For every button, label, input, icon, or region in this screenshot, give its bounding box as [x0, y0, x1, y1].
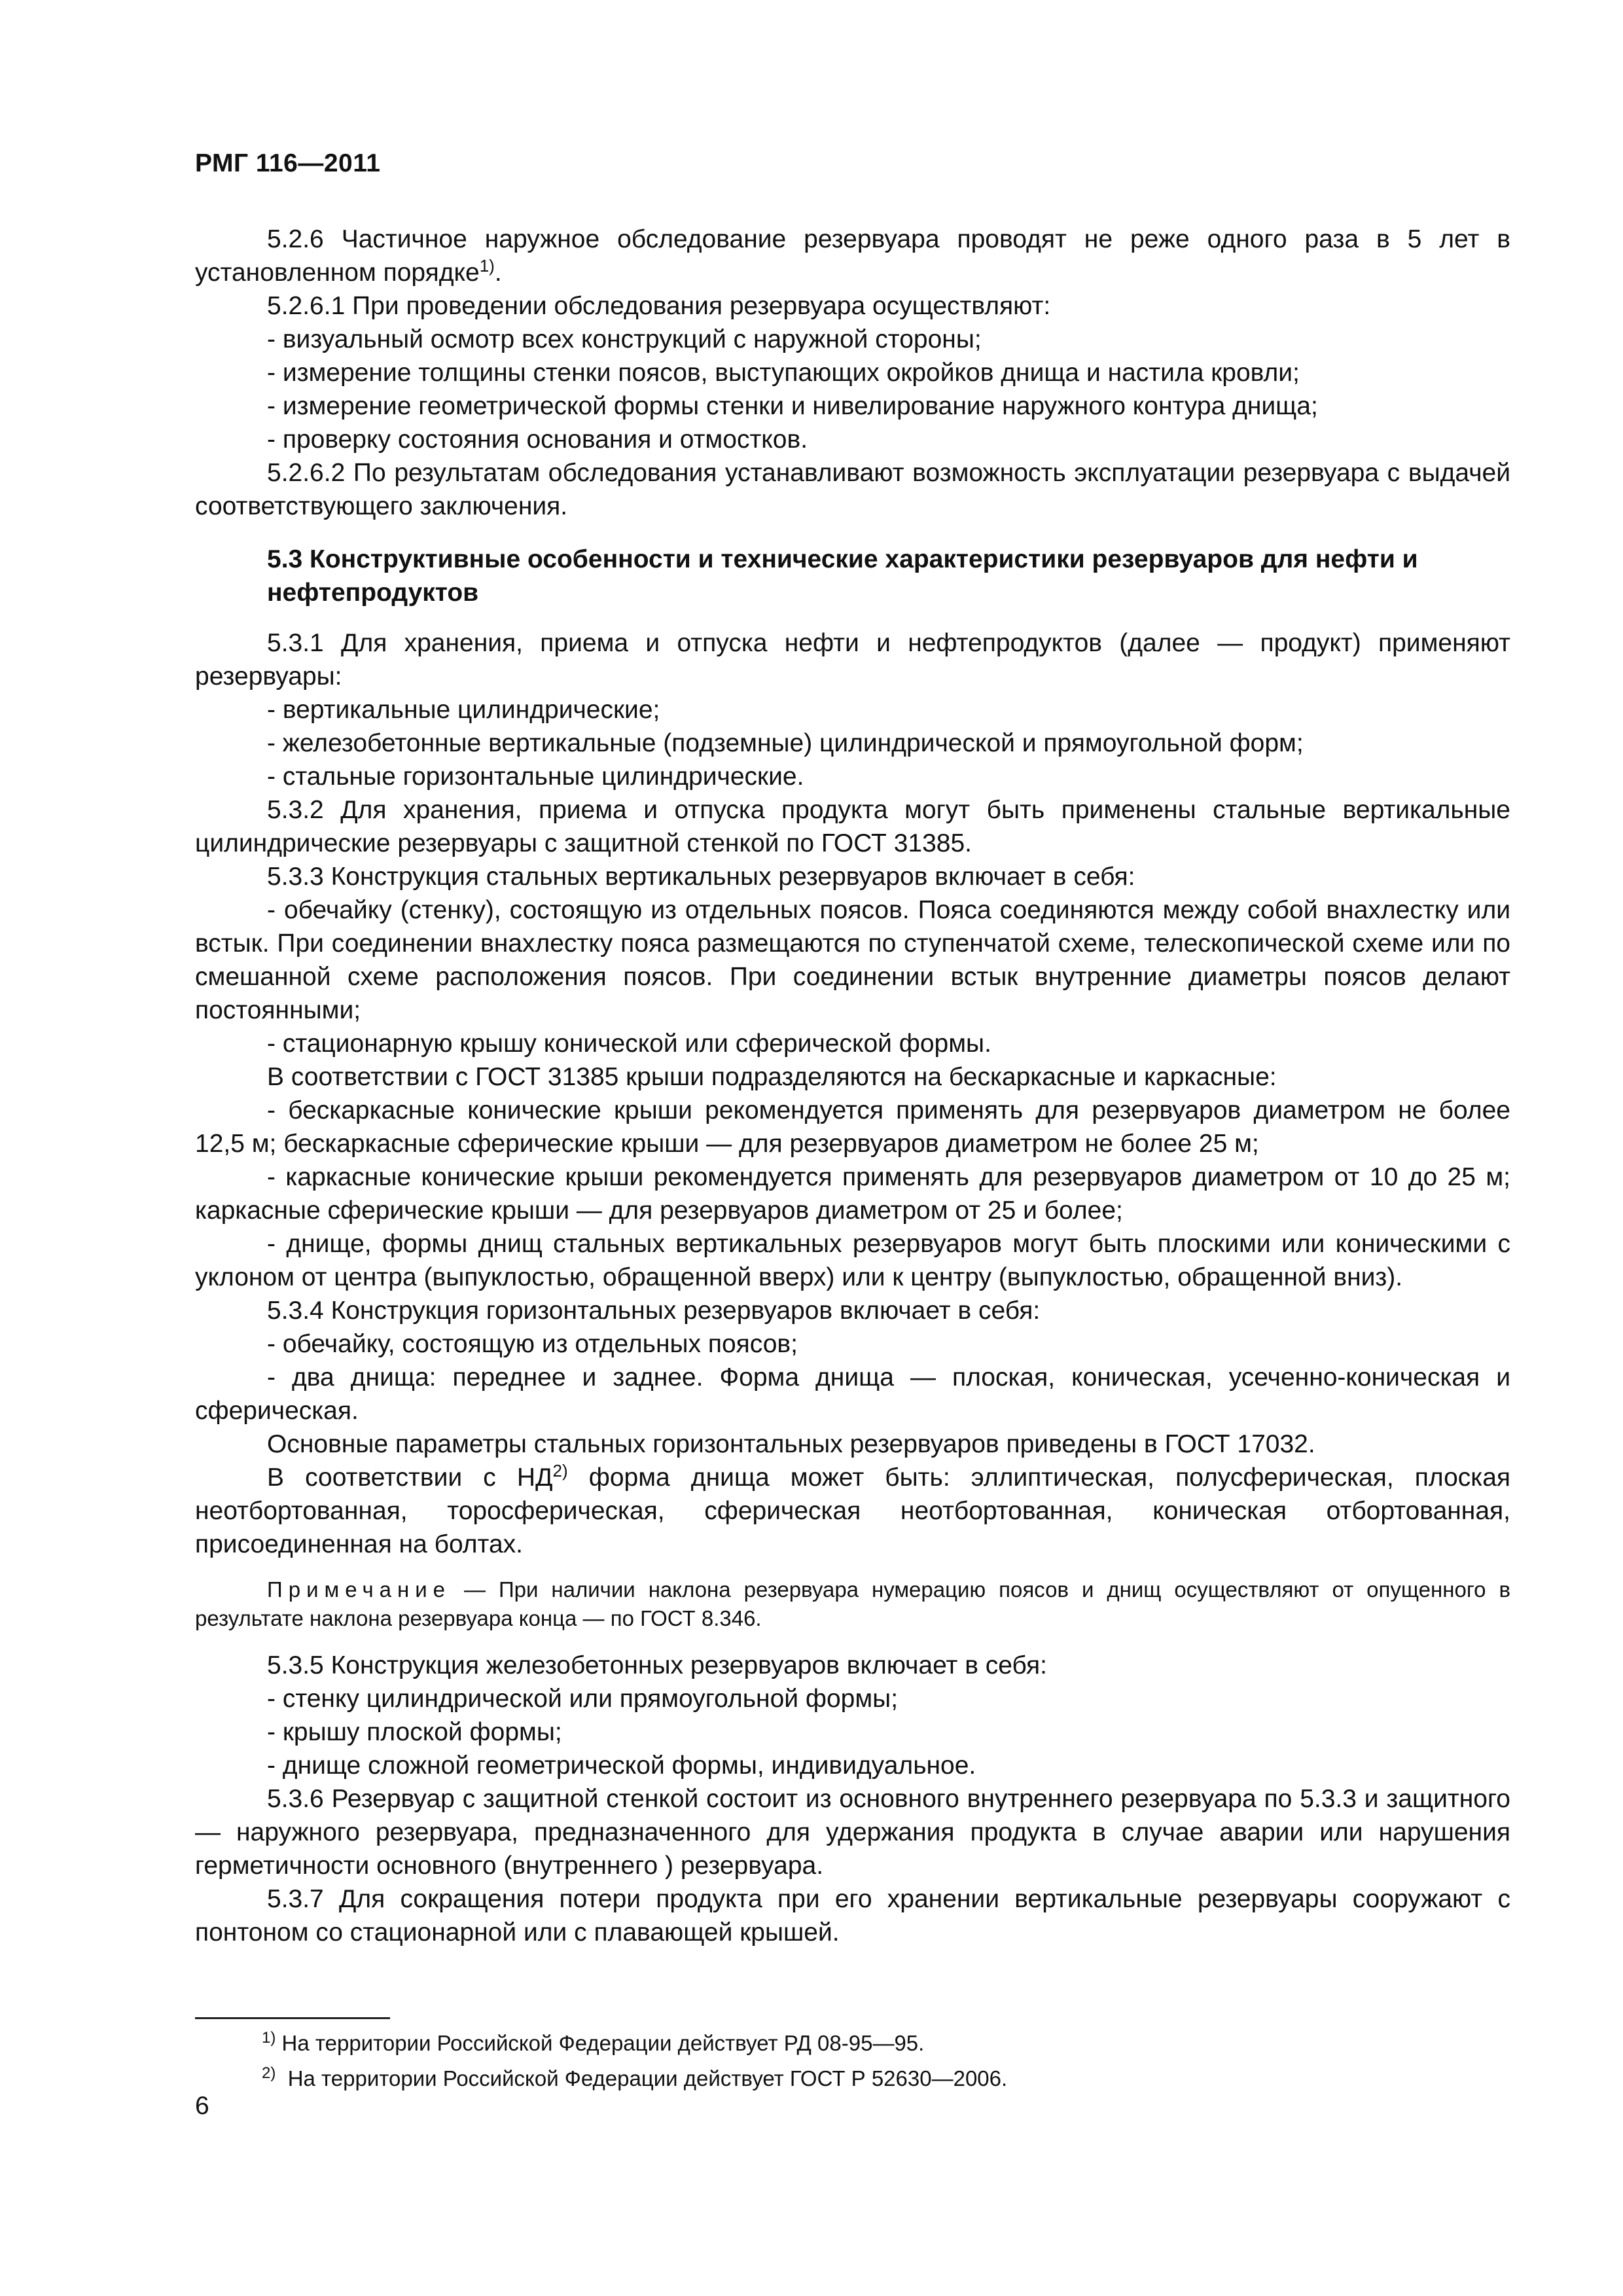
document-header: РМГ 116—2011 — [195, 149, 381, 177]
list-item: - стенку цилиндрической или прямоугольной формы; — [267, 1685, 899, 1713]
list-item: - измерение геометрической формы стенки и нивелирование наружного контура днища; — [267, 392, 1318, 420]
paragraph-5-3-4-bottoms: - два днища: переднее и заднее. Форма днища — плоская, коническая, усеченно-коническая и сферическая. — [195, 1363, 1510, 1425]
list-item: - проверку состояния основания и отмостков. — [267, 425, 808, 454]
footnote-ref-2: 2) — [552, 1461, 568, 1480]
paragraph-5-3-4: 5.3.4 Конструкция горизонтальных резервуаров включает в себя: — [267, 1297, 1041, 1325]
paragraph-5-3-5: 5.3.5 Конструкция железобетонных резервуаров включает в себя: — [267, 1651, 1047, 1679]
list-item: - днище сложной геометрической формы, индивидуальное. — [267, 1751, 976, 1780]
paragraph-5-3-2: 5.3.2 Для хранения, приема и отпуска продукта могут быть применены стальные вертикальные цилиндрические резервуары с защитной стенкой по ГОСТ 31385. — [195, 796, 1510, 857]
note-text: — При наличии наклона резервуара нумерацию поясов и днищ осуществляют от опущенного в результате наклона резервуара конца — по ГОСТ 8.346. — [195, 1577, 1510, 1630]
footnote-divider — [195, 2017, 390, 2019]
footnote-2: $^{2)}$ На территории Российской Федерации действует ГОСТ Р 52630—2006. — [262, 2064, 1008, 2090]
paragraph-5-3-4-shell: - обечайку, состоящую из отдельных поясов; — [267, 1330, 798, 1358]
list-item: - стальные горизонтальные цилиндрические. — [267, 762, 804, 791]
paragraph-5-2-6-2: 5.2.6.2 По результатам обследования устанавливают возможность эксплуатации резервуара с выдачей соответствующего заключения. — [195, 459, 1510, 520]
paragraph-5-3-3-framed: - каркасные конические крыши рекомендуется применять для резервуаров диаметром от 10 до 25 м; каркасные сферические крыши — для резервуаров диаметром от 25 и более; — [195, 1163, 1510, 1225]
paragraph-5-3-4-nd: В соответствии с НД$^{2)}$ форма днища может быть: эллиптическая, полусферическая, плоская неотбортованная, торосферическая, сферическая неотбортованная, коническая отбортованная, присоединенная на болтах. — [195, 1461, 1511, 1558]
footnote-ref-1: 1) — [479, 256, 495, 276]
section-heading-5-3: 5.3 Конструктивные особенности и технические характеристики резервуаров для нефти и нефтепродуктов — [267, 545, 1418, 607]
paragraph-5-3-3-roof: - стационарную крышу конической или сферической формы. — [267, 1030, 991, 1058]
note-label: Примечание — [267, 1577, 452, 1602]
paragraph-5-3-7: 5.3.7 Для сокращения потери продукта при его хранении вертикальные резервуары сооружают с понтоном со стационарной или с плавающей крышей. — [195, 1885, 1510, 1946]
list-item: - визуальный осмотр всех конструкций с наружной стороны; — [267, 325, 982, 353]
list-item: - измерение толщины стенки поясов, выступающих окройков днища и настила кровли; — [267, 359, 1300, 387]
footnote-1: $^{1)}$ На территории Российской Федерации действует РД 08-95—95. — [262, 2029, 925, 2055]
note — [195, 1575, 1510, 1633]
paragraph-5-3-3-roof-types: В соответствии с ГОСТ 31385 крыши подразделяются на бескаркасные и каркасные: — [267, 1063, 1277, 1091]
body-text — [195, 223, 1510, 1949]
paragraph-5-2-6: 5.2.6 Частичное наружное обследование резервуара проводят не реже одного раза в 5 лет в установленном порядке$^{1)}$. — [195, 225, 1510, 287]
paragraph-5-3-3-frameless: - бескаркасные конические крыши рекомендуется применять для резервуаров диаметром не более 12,5 м; бескаркасные сферические крыши — для резервуаров диаметром не более 25 м; — [195, 1096, 1510, 1158]
paragraph-5-3-3: 5.3.3 Конструкция стальных вертикальных резервуаров включает в себя: — [267, 863, 1135, 891]
paragraph-5-3-6: 5.3.6 Резервуар с защитной стенкой состоит из основного внутреннего резервуара по 5.3.3 и защитного — наружного резервуара, предназначенного для удержания продукта в случае аварии или нарушения герметичности основного (внутреннего ) резервуара. — [195, 1785, 1510, 1880]
list-item: - железобетонные вертикальные (подземные) цилиндрической и прямоугольной форм; — [267, 729, 1304, 757]
paragraph-5-3-3-bottom: - днище, формы днищ стальных вертикальных резервуаров могут быть плоскими или коническими с уклоном от центра (выпуклостью, обращенной вверх) или к центру (выпуклостью, обращенной вниз). — [195, 1230, 1510, 1291]
paragraph-5-3-1: 5.3.1 Для хранения, приема и отпуска нефти и нефтепродуктов (далее — продукт) применяют резервуары: — [195, 629, 1510, 691]
paragraph-5-2-6-1: 5.2.6.1 При проведении обследования резервуара осуществляют: — [267, 292, 1051, 320]
paragraph-5-3-4-params: Основные параметры стальных горизонтальных резервуаров приведены в ГОСТ 17032. — [267, 1430, 1315, 1458]
page-number: 6 — [195, 2092, 209, 2120]
list-item: - крышу плоской формы; — [267, 1718, 562, 1746]
list-item: - вертикальные цилиндрические; — [267, 696, 660, 724]
paragraph-5-3-3-shell: - обечайку (стенку), состоящую из отдельных поясов. Пояса соединяются между собой внахлестку или встык. При соединении внахлестку пояса размещаются по ступенчатой схеме, телескопической схеме или по смешанной схеме расположения поясов. При соединении встык внутренние диаметры поясов делают постоянными; — [195, 896, 1510, 1024]
